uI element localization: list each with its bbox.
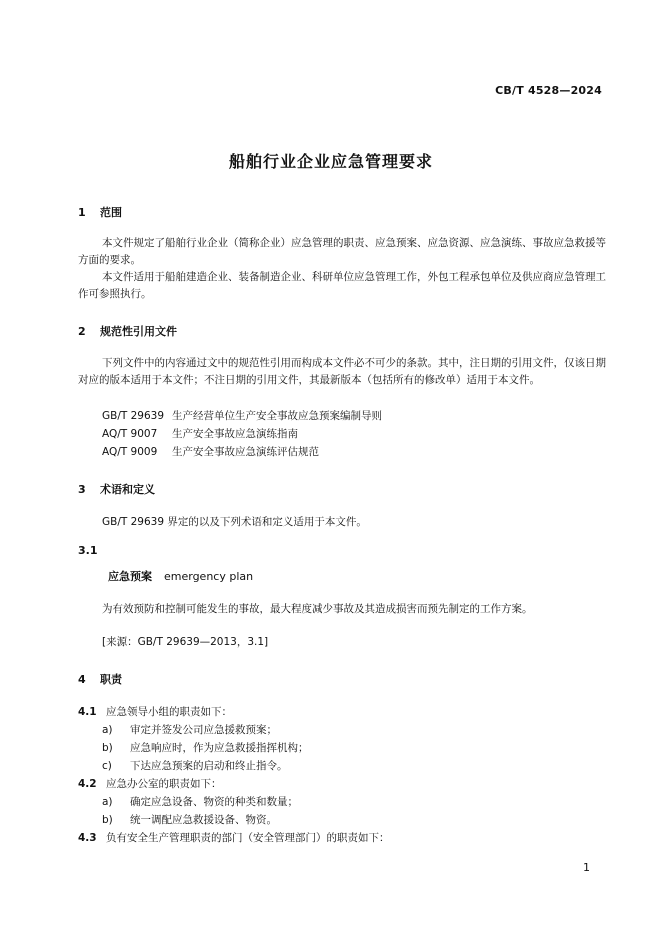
- list-marker: a): [102, 724, 113, 736]
- section-number: 3: [78, 483, 86, 496]
- reference-code: GB/T 29639: [102, 410, 165, 422]
- section-number: 1: [78, 206, 86, 219]
- section-3-intro: GB/T 29639 界定的以及下列术语和定义适用于本文件。: [102, 516, 367, 528]
- section-2-heading: [78, 323, 177, 339]
- list-marker: a): [102, 796, 113, 808]
- clause-4-3: [78, 830, 390, 847]
- clause-number: 4.3: [78, 832, 97, 844]
- standard-number: CB/T 4528—2024: [495, 84, 602, 97]
- section-4-heading: [78, 671, 122, 687]
- clause-number: 4.2: [78, 778, 97, 790]
- list-text: 应急响应时，作为应急救援指挥机构；: [130, 742, 309, 754]
- list-text: 确定应急设备、物资的种类和数量；: [130, 796, 298, 808]
- section-number: 2: [78, 325, 86, 338]
- clause-text: 负有安全生产管理职责的部门（安全管理部门）的职责如下：: [106, 832, 390, 844]
- term-source: [来源：GB/T 29639—2013，3.1]: [102, 636, 269, 648]
- term-english: emergency plan: [164, 570, 254, 583]
- section-1-paragraph-1: 本文件规定了船舶行业企业（简称企业）应急管理的职责、应急预案、应急资源、应急演练、事故应急救援等方面的要求。: [78, 237, 606, 266]
- term-entry: [108, 568, 253, 584]
- section-title: 范围: [100, 206, 122, 219]
- term-definition: 为有效预防和控制可能发生的事故，最大程度减少事故及其造成损害而预先制定的工作方案。: [102, 603, 533, 615]
- list-marker: b): [102, 742, 113, 754]
- reference-title: 生产安全事故应急演练评估规范: [172, 446, 319, 458]
- reference-title: 生产安全事故应急演练指南: [172, 428, 298, 440]
- clause-4-2: [78, 776, 222, 793]
- clause-text: 应急领导小组的职责如下：: [106, 706, 232, 718]
- list-item: [102, 794, 298, 811]
- list-text: 下达应急预案的启动和终止指令。: [130, 760, 288, 772]
- list-marker: c): [102, 760, 112, 772]
- reference-code: AQ/T 9007: [102, 428, 158, 440]
- document-title: 船舶行业企业应急管理要求: [228, 152, 433, 171]
- list-marker: b): [102, 814, 113, 826]
- clause-4-1: [78, 704, 232, 721]
- section-3-heading: [78, 481, 155, 497]
- section-number: 4: [78, 673, 86, 686]
- term-chinese: 应急预案: [108, 570, 152, 583]
- clause-number: 4.1: [78, 706, 97, 718]
- normative-reference: [102, 408, 382, 425]
- list-item: [102, 722, 277, 739]
- normative-reference: [102, 426, 298, 443]
- reference-title: 生产经营单位生产安全事故应急预案编制导则: [172, 410, 382, 422]
- section-1-heading: [78, 204, 122, 220]
- section-1-paragraph-2: 本文件适用于船舶建造企业、装备制造企业、科研单位应急管理工作，外包工程承包单位及供应商应急管理工作可参照执行。: [78, 271, 606, 300]
- clause-text: 应急办公室的职责如下：: [106, 778, 222, 790]
- list-item: [102, 740, 309, 757]
- list-text: 审定并签发公司应急援救预案；: [130, 724, 277, 736]
- list-item: [102, 758, 288, 775]
- term-number: 3.1: [78, 544, 98, 557]
- normative-reference: [102, 444, 319, 461]
- section-title: 职责: [100, 673, 122, 686]
- reference-code: AQ/T 9009: [102, 446, 158, 458]
- section-title: 规范性引用文件: [100, 325, 177, 338]
- page-number: 1: [583, 861, 590, 874]
- list-text: 统一调配应急救援设备、物资。: [130, 814, 277, 826]
- list-item: [102, 812, 277, 829]
- section-title: 术语和定义: [100, 483, 155, 496]
- section-2-intro: 下列文件中的内容通过文中的规范性引用而构成本文件必不可少的条款。其中，注日期的引用文件，仅该日期对应的版本适用于本文件；不注日期的引用文件，其最新版本（包括所有的修改单）适用于本文件。: [78, 357, 606, 386]
